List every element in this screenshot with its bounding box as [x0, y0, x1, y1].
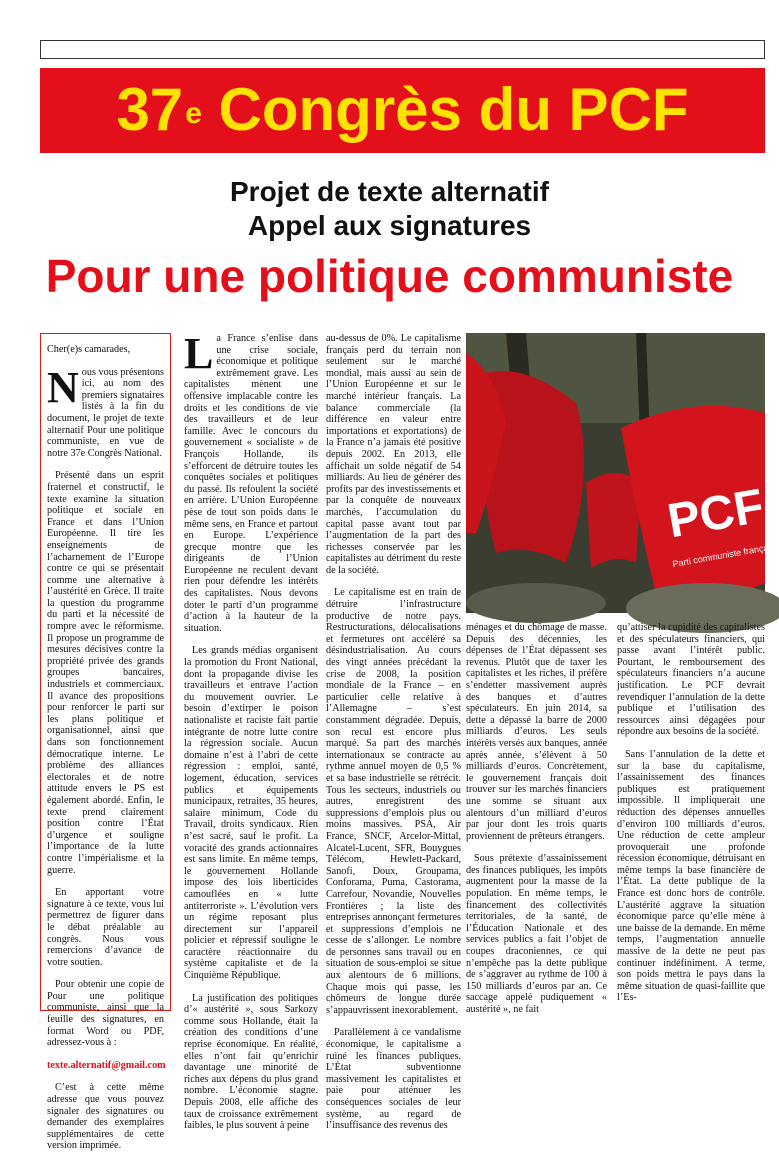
- rally-photo: [466, 333, 776, 613]
- top-frame: [40, 40, 765, 59]
- subtitle-line-1: Projet de texte alternatif: [230, 176, 549, 207]
- article-paragraph: Sous prétexte d’assainissement des finances publiques, les impôts augmentent pour la masse de la population. En même temps, le financement des collectivités territoriales, de la santé, de l’Éducation Nationale et des services publics a fait l’objet de coupes draconiennes, ce qui n’empêche pas la dette publique de s’aggraver au rythme de 100 à 150 milliards d’euros par an. Ce saccage appelé pudiquement « austérité », ne fait: [466, 853, 607, 1015]
- appeal-paragraph-5: C’est à cette même adresse que vous pouvez signaler des signatures ou demander des exemplaires supplémentaires de cette version imprimée.: [47, 1082, 164, 1152]
- appeal-paragraph-1: Nous vous présentons ici, au nom des premiers signataires listés à la fin du document, le projet de texte alternatif Pour une politique communiste, en vue de notre 37e Congrès National.: [47, 362, 164, 459]
- article-paragraph: au-dessus de 0%. Le capitalisme français perd du terrain non seulement sur le marché mondial, mais aussi au sein de l’Union Européenne et sur le marché intérieur français. La balance commerciale (la différence en valeur entre importations et exportations) de la France n’a jamais été positive depuis 2002. En 2013, elle affichait un solde négatif de 54 milliards. Au lieu de générer des profits par des investissements et par la conquête de nouveaux marchés, l’accumulation du capital passe avant tout par l’augmentation de la part des richesses conservée par les capitalistes au détriment du reste de la société.: [326, 333, 461, 576]
- appeal-paragraph-4: Pour obtenir une copie de Pour une politique communiste, ainsi que la feuille des signatures, en format Word ou PDF, adressez-vous à :: [47, 979, 164, 1049]
- flags-illustration: [466, 333, 776, 613]
- flag-pcf-text: PCF: [663, 479, 768, 549]
- drop-cap: N: [47, 362, 79, 412]
- article-column-4: [617, 622, 765, 1015]
- appeal-paragraph-3: En apportant votre signature à ce texte, vous lui permettrez de figurer dans le débat préalable au congrès. Nous vous remercions d’avance de votre soutien.: [47, 887, 164, 968]
- drop-cap: L: [184, 329, 214, 378]
- article-paragraph: ménages et du chômage de masse. Depuis des décennies, les dépenses de l’État dépassent ses revenus. Plutôt que de taxer les capitalistes et les riches, il préfère s’endetter massivement auprès des banques et d’autres spéculateurs. En juin 2014, sa dette a dépassé la barre de 2000 milliards d’euros. Les seuls intérêts versés aux banques, année après année, s’élèvent à 50 milliards d’euros. Concrètement, le gouvernement français doit trouver sur les marchés financiers une somme se situant aux alentours d’un milliard d’euros par jour dont les trois quarts proviennent de prêteurs étrangers.: [466, 622, 607, 842]
- headline: Pour une politique communiste: [45, 250, 734, 302]
- title-banner: [40, 68, 765, 153]
- greeting: Cher(e)s camarades,: [47, 344, 131, 355]
- article-paragraph: La justification des politiques d’« austérité », sous Sarkozy comme sous Hollande, était la création des conditions d’une reprise économique. En réalité, elles n’ont fait qu’enrichir davantage une minorité de riches aux dépens du plus grand nombre. L’économie stagne. Depuis 2008, elle affiche des taux de croissance extrêmement faibles, le plus souvent à peine: [184, 992, 318, 1132]
- article-paragraph: La France s’enlise dans une crise sociale, économique et politique extrêmement grave. Les capitalistes mènent une offensive implacable contre les droits et les conditions de vie des travailleurs et de leur famille. Avec le concours du gouvernement « socialiste » de François Hollande, ils s’efforcent de détruire toutes les conquêtes sociales et politiques du passé. Ils refoulent la société en arrière. L’Union Européenne pèse de tout son poids dans le même sens, en France et partout en Europe. L’expérience grecque montre que les dirigeants de l’Union Européenne ne reculent devant rien pour défendre les intérêts des capitalistes. Nous devons doter le parti d’un programme d’action à la hauteur de la situation.: [184, 329, 318, 634]
- article-column-3: [466, 622, 607, 1027]
- article-column-1: [184, 329, 318, 1143]
- article-paragraph: qu’attiser la cupidité des capitalistes et des spéculateurs financiers, qui passe avant l’intérêt public. Pourtant, le remboursement des spéculateurs financiers n’a aucune justification. Le PCF devrait revendiquer l’annulation de la dette publique et l’utilisation des ressources ainsi dégagées pour répondre aux besoins de la société.: [617, 622, 765, 738]
- page-title: 37e Congrès du PCF: [116, 76, 689, 143]
- article-paragraph: Sans l’annulation de la dette et sur la base du capitalisme, l’assainissement des finances publiques est pratiquement impossible. Il impliquerait une réduction des dépenses annuelles d’environ 100 milliards d’euros. Une réduction de cette ampleur provoquerait une profonde récession économique, détruisant en même temps la base financière de l’État. La dette publique de la France est donc hors de contrôle. L’austérité aggrave la situation économique parce qu’elle mène à une baisse de la demande. En même temps, l’augmentation annuelle massive de la dette ne peut pas continuer indéfiniment. A terme, son poids mettra le pays dans la même situation de quasi-faillite que l’Es-: [617, 748, 765, 1004]
- flag-subtext: Parti communiste français: [671, 541, 776, 570]
- appeal-box: [40, 333, 171, 1152]
- article-paragraph: Parallèlement à ce vandalisme économique, le capitalisme a ruiné les finances publiques. L’État subventionne massivement les capitalistes et paie pour atténuer les conséquences sociales de leur système, au regard de l’insuffisance des revenus des: [326, 1027, 461, 1132]
- article-column-2: [326, 333, 461, 1143]
- article-paragraph: Les grands médias organisent la promotion du Front National, dont la propagande divise les travailleurs et entrave l’action du mouvement ouvrier. Le besoin d’extirper le poison nationaliste et raciste fait partie intégrante de notre lutte contre la régression sociale. Aucun domaine n’est à l’abri de cette régression : emploi, santé, logement, éducation, services publics et équipements municipaux, retraites, 35 heures, salaire minimum, Code du Travail, droits syndicaux. Rien n’est sacré, sauf le profit. La voracité des grands actionnaires est sans limite. En même temps, le gouvernement Hollande impose des lois liberticides camouflées en « lutte antiterroriste ». L’évolution vers un régime reposant plus directement sur l’appareil policier et répressif souligne le caractère réactionnaire du système capitaliste et de la Cinquième République.: [184, 645, 318, 982]
- article-paragraph: Le capitalisme est en train de détruire l’infrastructure productive de notre pays. Restructurations, délocalisations et fermetures ont accéléré sa désindustrialisation. Au cours des vingt années précédant la crise de 2008, la position mondiale de la France – en particulier celle relative à l’Allemagne – s’est constamment dégradée. Depuis, son recul est encore plus marqué. Sa part des marchés internationaux se contracte au rythme annuel moyen de 0,5 % et sa base industrielle se rétrécit. Tous les secteurs, industriels ou autres, enregistrent des suppressions d’emplois plus ou moins massives. PSA, Air France, SNCF, Arcelor-Mittal, Alcatel-Lucent, SFR, Bouygues Télécom, Hewlett-Packard, Sanofi, Doux, Groupama, Conforama, Puma, Castorama, Carrefour, Novandie, Nouvelles Frontières ; la liste des entreprises annonçant fermetures et suppressions d’emplois ne cesse de s’allonger. Le nombre de personnes sans travail ou en situation de sous-emploi se situe aux alentours de 6 millions. Chaque mois qui passe, les chômeurs de longue durée s’appauvrissent inexorablement.: [326, 587, 461, 1016]
- appeal-paragraph-2: Présenté dans un esprit fraternel et constructif, le texte examine la situation politique et sociale en France et dans l’Union Européenne. Il tire les enseignements de l’acharnement de l’Europe contre ce qui se présentait comme une alternative à l’austérité en Grèce. Il traite la question du programme du parti et la nécessité de rompre avec le réformisme. Il propose un programme de mesures décisives contre la propriété privée des grands groupes bancaires, industriels et commerciaux. Il avance des propositions pour renforcer le parti sur les plans politique et organisationnel, ainsi que dans son fonctionnement démocratique interne. Le problème des alliances électorales et de notre attitude envers le PS est également abordé. Enfin, le texte prend clairement position contre l’État d’urgence et souligne l’importance de la lutte contre l’impérialisme et la guerre.: [47, 470, 164, 876]
- contact-email-link[interactable]: texte.alternatif@gmail.com: [47, 1059, 166, 1071]
- subtitle-line-2: Appel aux signatures: [247, 210, 532, 241]
